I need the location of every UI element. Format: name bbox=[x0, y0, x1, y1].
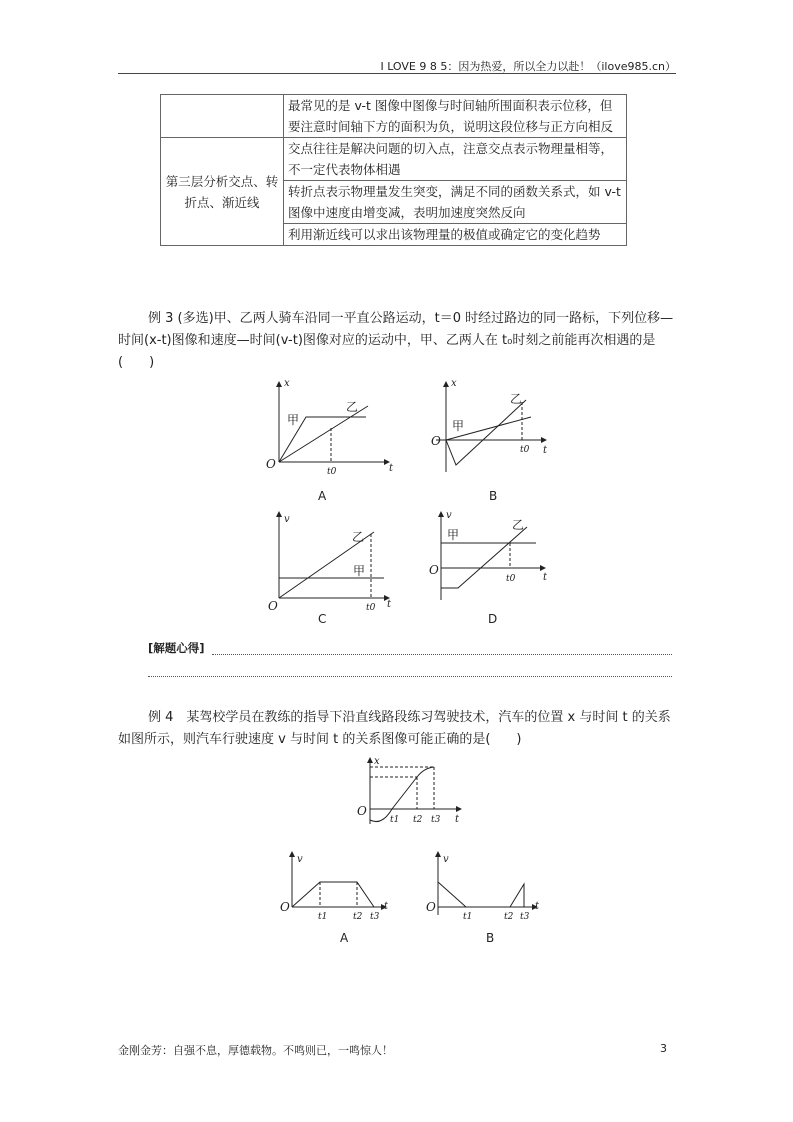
graph-c-tick: t0 bbox=[366, 603, 376, 613]
ex4-a-xlabel: t bbox=[384, 901, 389, 912]
ex4-b-caption: B bbox=[486, 931, 495, 945]
ex4-b-xlabel: t bbox=[535, 901, 540, 912]
ex4-a-caption: A bbox=[340, 931, 349, 945]
layer3-title-cell: 第三层分析交点、转折点、渐近线 bbox=[161, 138, 284, 246]
ex4-graph-a bbox=[292, 852, 386, 907]
example3-text: 例 3 (多选)甲、乙两人骑车沿同一平直公路运动，t＝0 时经过路边的同一路标，下列位移—时间(x-t)图像和速度—时间(v-t)图像对应的运动中，甲、乙两人在 t₀时刻之前能再次相遇的是( ) bbox=[118, 311, 674, 370]
graph-c-jia-label: 甲 bbox=[353, 564, 366, 578]
graph-a-origin: O bbox=[266, 457, 276, 471]
graph-b-ylabel: x bbox=[451, 378, 457, 389]
graph-a-yi-label: 乙 bbox=[346, 400, 359, 414]
main-origin: O bbox=[357, 804, 367, 818]
graph-a-xlabel: t bbox=[389, 463, 394, 474]
graph-b-caption: B bbox=[489, 489, 498, 503]
graph-a-ylabel: x bbox=[284, 378, 290, 389]
solution-label: [解题心得] bbox=[148, 641, 205, 655]
footer-motto: 金刚金芳：自强不息，厚德载物。不鸣则已，一鸣惊人！ bbox=[118, 1044, 393, 1057]
ex4-b-tick-t3: t3 bbox=[520, 912, 530, 922]
table-cell: 转折点表示物理量发生突变，满足不同的函数关系式，如 v-t 图像中速度由增变减，表明加速度突然反向 bbox=[284, 181, 627, 224]
table-cell: 利用渐近线可以求出该物理量的极值或确定它的变化趋势 bbox=[284, 224, 627, 246]
graph-b-xlabel: t bbox=[543, 445, 548, 456]
graph-b-origin: O bbox=[431, 434, 441, 448]
ex4-graph-b bbox=[438, 852, 537, 915]
main-ylabel: x bbox=[374, 756, 380, 767]
ex4-b-origin: O bbox=[426, 900, 436, 914]
main-tick-t3: t3 bbox=[431, 815, 441, 825]
page-number: 3 bbox=[660, 1042, 667, 1055]
table-cell: 最常见的是 v-t 图像中图像与时间轴所围面积表示位移，但要注意时间轴下方的面积为负，说明这段位移与正方向相反 bbox=[284, 95, 627, 138]
graph-d-caption: D bbox=[488, 612, 498, 626]
ex4-b-ylabel: v bbox=[443, 854, 449, 865]
ex4-a-tick-t1: t1 bbox=[318, 912, 328, 922]
ex4-b-tick-t2: t2 bbox=[504, 912, 514, 922]
main-curve bbox=[370, 767, 434, 822]
example4-text: 例 4 某驾校学员在教练的指导下沿直线路段练习驾驶技术，汽车的位置 x 与时间 t 的关系如图所示，则汽车行驶速度 v 与时间 t 的关系图像可能正确的是( ) bbox=[118, 710, 671, 747]
ex4-b-line-2 bbox=[510, 884, 524, 907]
graph-d-ylabel: v bbox=[446, 510, 452, 521]
main-tick-t1: t1 bbox=[390, 815, 400, 825]
ex4-a-line bbox=[292, 882, 374, 907]
graph-c-xlabel: t bbox=[387, 599, 392, 610]
graph-d-xlabel: t bbox=[543, 572, 548, 583]
graph-b-jia-label: 甲 bbox=[452, 419, 465, 433]
graph-c-yi-label: 乙 bbox=[352, 530, 365, 544]
graph-d-yi-label: 乙 bbox=[512, 518, 525, 532]
graph-a-tick: t0 bbox=[327, 467, 337, 477]
page-header: I LOVE 9 8 5：因为热爱，所以全力以赴！（ilove985.cn） bbox=[380, 60, 676, 73]
graph-c-caption: C bbox=[318, 612, 327, 626]
graph-d-jia-label: 甲 bbox=[447, 528, 460, 542]
graph-a-jia-label: 甲 bbox=[287, 413, 300, 427]
graph-d-origin: O bbox=[429, 563, 439, 577]
ex4-a-tick-t3: t3 bbox=[370, 912, 380, 922]
graph-b-yi-label: 乙 bbox=[510, 392, 523, 406]
ex4-a-tick-t2: t2 bbox=[353, 912, 363, 922]
ex4-a-origin: O bbox=[280, 900, 290, 914]
graph-c-ylabel: v bbox=[284, 514, 290, 525]
ex4-b-tick-t1: t1 bbox=[463, 912, 473, 922]
table-cell: 交点往往是解决问题的切入点，注意交点表示物理量相等，不一定代表物体相遇 bbox=[284, 138, 627, 181]
graph-b-tick: t0 bbox=[520, 445, 530, 455]
ex4-b-line-1 bbox=[438, 882, 466, 907]
graph-c-origin: O bbox=[268, 599, 278, 613]
main-xlabel: t bbox=[455, 814, 460, 825]
main-tick-t2: t2 bbox=[413, 815, 423, 825]
graph-a-caption: A bbox=[318, 489, 327, 503]
graph-d-tick: t0 bbox=[506, 574, 516, 584]
ex4-a-ylabel: v bbox=[297, 854, 303, 865]
